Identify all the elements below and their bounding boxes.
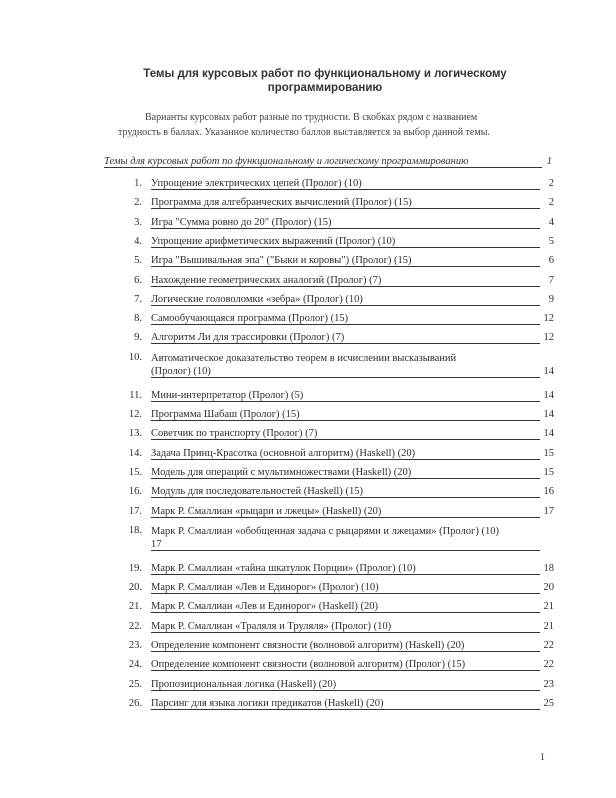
toc-entry-text-wrap — [151, 217, 538, 228]
toc-entry-page: 14 — [543, 428, 554, 440]
toc-entry-title: Марк Р. Смаллиан «Лев и Единорог» (Пролог) (10) — [151, 582, 379, 594]
toc-entry[interactable] — [118, 679, 554, 693]
toc-entry-number: 6. — [134, 274, 142, 286]
dotted-leader — [151, 497, 540, 498]
toc-entry-text-wrap — [151, 409, 538, 420]
toc-entry-number: 3. — [134, 216, 142, 228]
toc-entry-text-wrap — [151, 659, 538, 670]
toc-entry[interactable] — [118, 390, 554, 404]
toc-entry-number: 15. — [128, 466, 142, 478]
toc-entry-title: Пропозициональная логика (Haskell) (20) — [151, 678, 337, 690]
dotted-leader — [151, 459, 540, 460]
toc-entry-page: 12 — [543, 313, 554, 325]
toc-entry-title: Автоматическое доказательство теорем в исчислении высказываний — [151, 352, 457, 364]
toc-entry-page: 21 — [543, 601, 554, 613]
toc-entry-text-wrap — [151, 467, 538, 478]
toc-entry-title: Марк Р. Смаллиан «тайна шкатулок Порции» (Пролог) (10) — [151, 562, 416, 574]
dotted-leader — [151, 632, 540, 633]
toc-entry-number: 1. — [134, 178, 142, 189]
toc-entry-text-wrap — [151, 525, 554, 539]
toc-entry-title: Марк Р. Смаллиан «обобщенная задача с рыцарями и лжецами» (Пролог) (10) — [151, 525, 499, 537]
toc-entry-text-wrap — [151, 178, 538, 189]
dotted-leader — [151, 401, 540, 402]
toc-entry-page: 21 — [543, 620, 554, 632]
toc-entry[interactable] — [118, 659, 554, 673]
toc-entry-text-wrap — [151, 294, 538, 305]
toc-entry-text-wrap — [151, 313, 538, 324]
toc-entry[interactable] — [118, 275, 554, 289]
toc-entry-title: Марк Р. Смаллиан «рыцари и лжецы» (Haskell) (20) — [151, 505, 382, 517]
document-title-continued: программированию — [267, 82, 383, 94]
toc-entry-title: Определение компонент связности (волновой алгоритм) (Пролог) (15) — [151, 659, 466, 671]
toc-entry-page: 15 — [543, 466, 554, 478]
toc-entry[interactable] — [118, 409, 554, 423]
toc-entry[interactable] — [118, 525, 554, 553]
toc-entry-title: Самообучающаяся программа (Пролог) (15) — [151, 313, 349, 325]
toc-entry[interactable] — [118, 332, 554, 346]
toc-entry-page: 5 — [548, 235, 554, 247]
dotted-leader — [151, 478, 540, 479]
toc-entry-page: 15 — [543, 447, 554, 459]
toc-entry-page: 2 — [548, 178, 554, 189]
toc-heading[interactable] — [104, 156, 552, 170]
toc-entry-text-wrap — [151, 428, 538, 439]
toc-entry-number: 10. — [128, 351, 142, 363]
toc-entry-number: 23. — [128, 640, 142, 651]
toc-entry-page: 14 — [543, 365, 554, 377]
toc-entry-title: Парсинг для языка логики предикатов (Haskell) (20) — [151, 697, 384, 709]
toc-entry-number: 2. — [134, 197, 142, 209]
toc-entry-title: Мини-интерпретатор (Пролог) (5) — [151, 389, 304, 401]
toc-entry-number: 25. — [128, 678, 142, 690]
toc-entry-number: 5. — [134, 255, 142, 267]
toc-entry-page: 22 — [543, 659, 554, 671]
toc-entry[interactable] — [118, 236, 554, 250]
intro-paragraph-line1: Варианты курсовых работ разные по трудности. В скобках рядом с названием — [145, 112, 478, 123]
toc-entry[interactable] — [118, 448, 554, 462]
toc-entry[interactable] — [118, 601, 554, 615]
toc-entry-text-wrap — [151, 563, 538, 574]
toc-entry[interactable] — [118, 506, 554, 520]
toc-entry-text-wrap — [151, 506, 538, 517]
toc-entry-number: 12. — [128, 409, 142, 420]
toc-entry-title-continued: 17 — [151, 538, 162, 550]
dotted-leader — [151, 189, 540, 190]
toc-entry-page: 20 — [543, 582, 554, 594]
toc-entry-title: Программа для алгебраических вычислений (Пролог) (15) — [151, 197, 412, 209]
toc-entry-title: Программа Шабаш (Пролог) (15) — [151, 409, 300, 420]
toc-entry-page: 14 — [543, 409, 554, 420]
toc-entry-page: 14 — [543, 389, 554, 401]
toc-entry-page: 17 — [543, 505, 554, 517]
toc-entry-number: 14. — [128, 447, 142, 459]
toc-entry-page: 2 — [548, 197, 554, 209]
dotted-leader — [151, 517, 540, 518]
toc-entry[interactable] — [118, 255, 554, 269]
intro-paragraph-line2: трудность в баллах. Указанное количество баллов выставляется за выбор данной темы. — [118, 127, 490, 138]
toc-entry-text-wrap — [151, 352, 554, 366]
toc-entry-page: 25 — [543, 697, 554, 709]
toc-entry-number: 24. — [128, 659, 142, 671]
toc-entry[interactable] — [118, 428, 554, 442]
toc-entry-page: 16 — [543, 486, 554, 498]
toc-entry-page: 6 — [548, 255, 554, 267]
toc-entry-title: Модуль для последовательностей (Haskell) (15) — [151, 486, 363, 498]
toc-entry-title: Марк Р. Смаллиан «Траляля и Труляля» (Пролог) (10) — [151, 620, 392, 632]
dotted-leader — [104, 167, 542, 168]
dotted-leader — [151, 247, 540, 248]
toc-entry-number: 21. — [128, 601, 142, 613]
dotted-leader — [151, 420, 540, 421]
toc-entry-text-wrap — [151, 621, 538, 632]
toc-entry-number: 8. — [134, 313, 142, 325]
toc-entry[interactable] — [118, 294, 554, 308]
toc-entry-title: Упрощение арифметических выражений (Пролог) (10) — [151, 235, 396, 247]
toc-entry-text-wrap — [151, 601, 538, 612]
dotted-leader — [151, 305, 540, 306]
page-number: 1 — [540, 752, 545, 763]
dotted-leader — [151, 651, 540, 652]
dotted-leader — [151, 286, 540, 287]
toc-entry-page: 23 — [543, 678, 554, 690]
toc-entry-title: Упрощение электрических цепей (Пролог) (10) — [151, 178, 362, 189]
dotted-leader — [151, 612, 540, 613]
toc-entry[interactable] — [118, 313, 554, 327]
toc-entry-text-wrap — [151, 255, 538, 266]
toc-entry-page: 18 — [543, 562, 554, 574]
toc-entry-number: 19. — [128, 562, 142, 574]
toc-entry[interactable] — [118, 197, 554, 211]
toc-entry-number: 7. — [134, 293, 142, 305]
toc-entry[interactable] — [118, 217, 554, 231]
toc-entry[interactable] — [118, 640, 554, 654]
toc-entry[interactable] — [118, 178, 554, 192]
toc-entry-title: Игра "Сумма ровно до 20" (Пролог) (15) — [151, 216, 332, 228]
toc-entry-text-wrap — [151, 679, 538, 690]
toc-entry-page: 7 — [548, 274, 554, 286]
toc-entry-title: Задача Принц-Красотка (основной алгоритм) (Haskell) (20) — [151, 447, 416, 459]
toc-entry[interactable] — [118, 698, 554, 712]
document-title: Темы для курсовых работ по функциональному и логическому — [143, 68, 507, 80]
toc-entry-text-wrap — [151, 448, 538, 459]
toc-entry-number: 20. — [128, 582, 142, 594]
toc-entry[interactable] — [118, 621, 554, 635]
toc-entry-text-wrap — [151, 640, 538, 651]
toc-entry-number: 17. — [128, 505, 142, 517]
toc-entry-title: Логические головоломки «зебра» (Пролог) (10) — [151, 293, 363, 305]
toc-entry-number: 26. — [128, 697, 142, 709]
toc-entry-title: Модель для операций с мультимножествами (Haskell) (20) — [151, 466, 412, 478]
dotted-leader — [151, 709, 540, 710]
toc-entry-text-wrap — [151, 197, 538, 208]
toc-entry-number: 9. — [134, 332, 142, 344]
dotted-leader — [151, 266, 540, 267]
toc-entry-text-wrap — [151, 275, 538, 286]
toc-entry-text-wrap — [151, 390, 538, 401]
toc-entry[interactable] — [118, 467, 554, 481]
toc-entry-text-wrap — [151, 582, 538, 593]
toc-entry-title: Игра "Вышивальная эпа" ("Быки и коровы") (Пролог) (15) — [151, 255, 412, 267]
toc-entry-page: 12 — [543, 332, 554, 344]
toc-entry-title: Определение компонент связности (волновой алгоритм) (Haskell) (20) — [151, 640, 465, 651]
toc-entry-number: 4. — [134, 235, 142, 247]
dotted-leader — [151, 593, 540, 594]
toc-entry-title: Марк Р. Смаллиан «Лев и Единорог» (Haskell) (20) — [151, 601, 378, 613]
toc-entry[interactable] — [118, 582, 554, 596]
toc-entry-page: 22 — [543, 640, 554, 651]
toc-entry-number: 18. — [128, 524, 142, 536]
toc-entry-number: 11. — [129, 389, 142, 401]
toc-entry-number: 16. — [128, 486, 142, 498]
toc-entry-title: Алгоритм Ли для трассировки (Пролог) (7) — [151, 332, 345, 344]
dotted-leader — [151, 343, 540, 344]
dotted-leader — [151, 690, 540, 691]
toc-entry[interactable] — [118, 352, 554, 380]
toc-entry-number: 22. — [128, 620, 142, 632]
toc-entry-text-wrap — [151, 236, 538, 247]
toc-entry[interactable] — [118, 563, 554, 577]
toc-entry-text-wrap — [151, 698, 538, 709]
toc-entry-title: Нахождение геометрических аналогий (Пролог) (7) — [151, 274, 382, 286]
toc-heading-text: Темы для курсовых работ по функциональному и логическому программированию — [104, 156, 469, 167]
toc-entry-title-continued: (Пролог) (10) — [151, 365, 211, 377]
toc-entry[interactable] — [118, 486, 554, 500]
dotted-leader — [151, 439, 540, 440]
dotted-leader — [151, 208, 540, 209]
toc-entry-page: 9 — [548, 293, 554, 305]
dotted-leader — [151, 324, 540, 325]
toc-entry-text-wrap — [151, 486, 538, 497]
toc-entry-text-wrap — [151, 332, 538, 343]
dotted-leader — [151, 228, 540, 229]
dotted-leader — [151, 574, 540, 575]
toc-entry-title: Советчик по транспорту (Пролог) (7) — [151, 428, 318, 440]
dotted-leader — [151, 670, 540, 671]
toc-entry-number: 13. — [128, 428, 142, 440]
dotted-leader — [151, 377, 540, 378]
toc-heading-page: 1 — [546, 156, 552, 167]
dotted-leader — [151, 550, 540, 551]
toc-entry-page: 4 — [548, 216, 554, 228]
